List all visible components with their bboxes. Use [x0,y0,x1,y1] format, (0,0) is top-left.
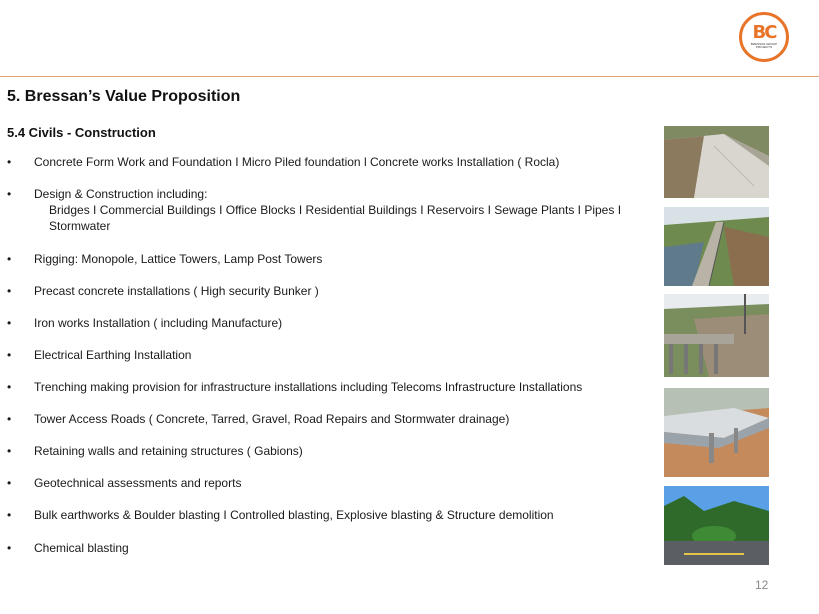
bullet-dot: • [7,541,12,555]
bullet-dot: • [7,444,12,458]
page-number: 12 [755,578,769,592]
bullet-dot: • [7,155,12,169]
concrete-road-photo [664,126,769,198]
bullet-text: Design & Construction including: [34,187,208,201]
bullet-text: Precast concrete installations ( High security Bunker ) [34,284,319,298]
bullet-dot: • [7,348,12,362]
bridge-construction-photo [664,294,769,377]
bullet-dot: • [7,316,12,330]
bullet-dot: • [7,252,12,266]
bullet-text: Iron works Installation ( including Manufacture) [34,316,283,330]
bullet-text: Trenching making provision for infrastructure installations including Telecoms Infrastructure Installations [34,380,583,394]
bullet-item [7,186,637,234]
company-logo [739,12,789,62]
bullet-dot: • [7,284,12,298]
section-subtitle: 5.4 Civils - Construction [7,125,156,140]
bullet-text: Geotechnical assessments and reports [34,476,242,490]
bullet-dot: • [7,508,12,522]
page-title: 5. Bressan’s Value Proposition [7,88,241,105]
logo-text: BRESSAN GROUP PROJECTS [750,42,778,49]
bullet-text: Bulk earthworks & Boulder blasting I Controlled blasting, Explosive blasting & Structure demolition [34,508,554,522]
bullet-text: Rigging: Monopole, Lattice Towers, Lamp Post Towers [34,252,323,266]
bullet-text: Chemical blasting [34,541,129,555]
foundation-formwork-photo [664,388,769,477]
bullet-text: Electrical Earthing Installation [34,348,192,362]
bullet-text: Concrete Form Work and Foundation I Micro Piled foundation l Concrete works Installation ( Rocla) [34,155,560,169]
roundabout-road-photo [664,486,769,565]
bullet-dot: • [7,187,12,201]
header-divider [0,76,819,77]
bullet-dot: • [7,476,12,490]
bullet-text: Retaining walls and retaining structures ( Gabions) [34,444,303,458]
bullet-subtext: Bridges I Commercial Buildings I Office Blocks I Residential Buildings I Reservoirs I Sewage Plants I Pipes I Stormwater [49,203,622,233]
bullet-text: Tower Access Roads ( Concrete, Tarred, Gravel, Road Repairs and Stormwater drainage) [34,412,510,426]
bullet-dot: • [7,380,12,394]
logo-mark: BC [752,22,776,43]
bridge-walkway-photo [664,207,769,286]
bullet-dot: • [7,412,12,426]
